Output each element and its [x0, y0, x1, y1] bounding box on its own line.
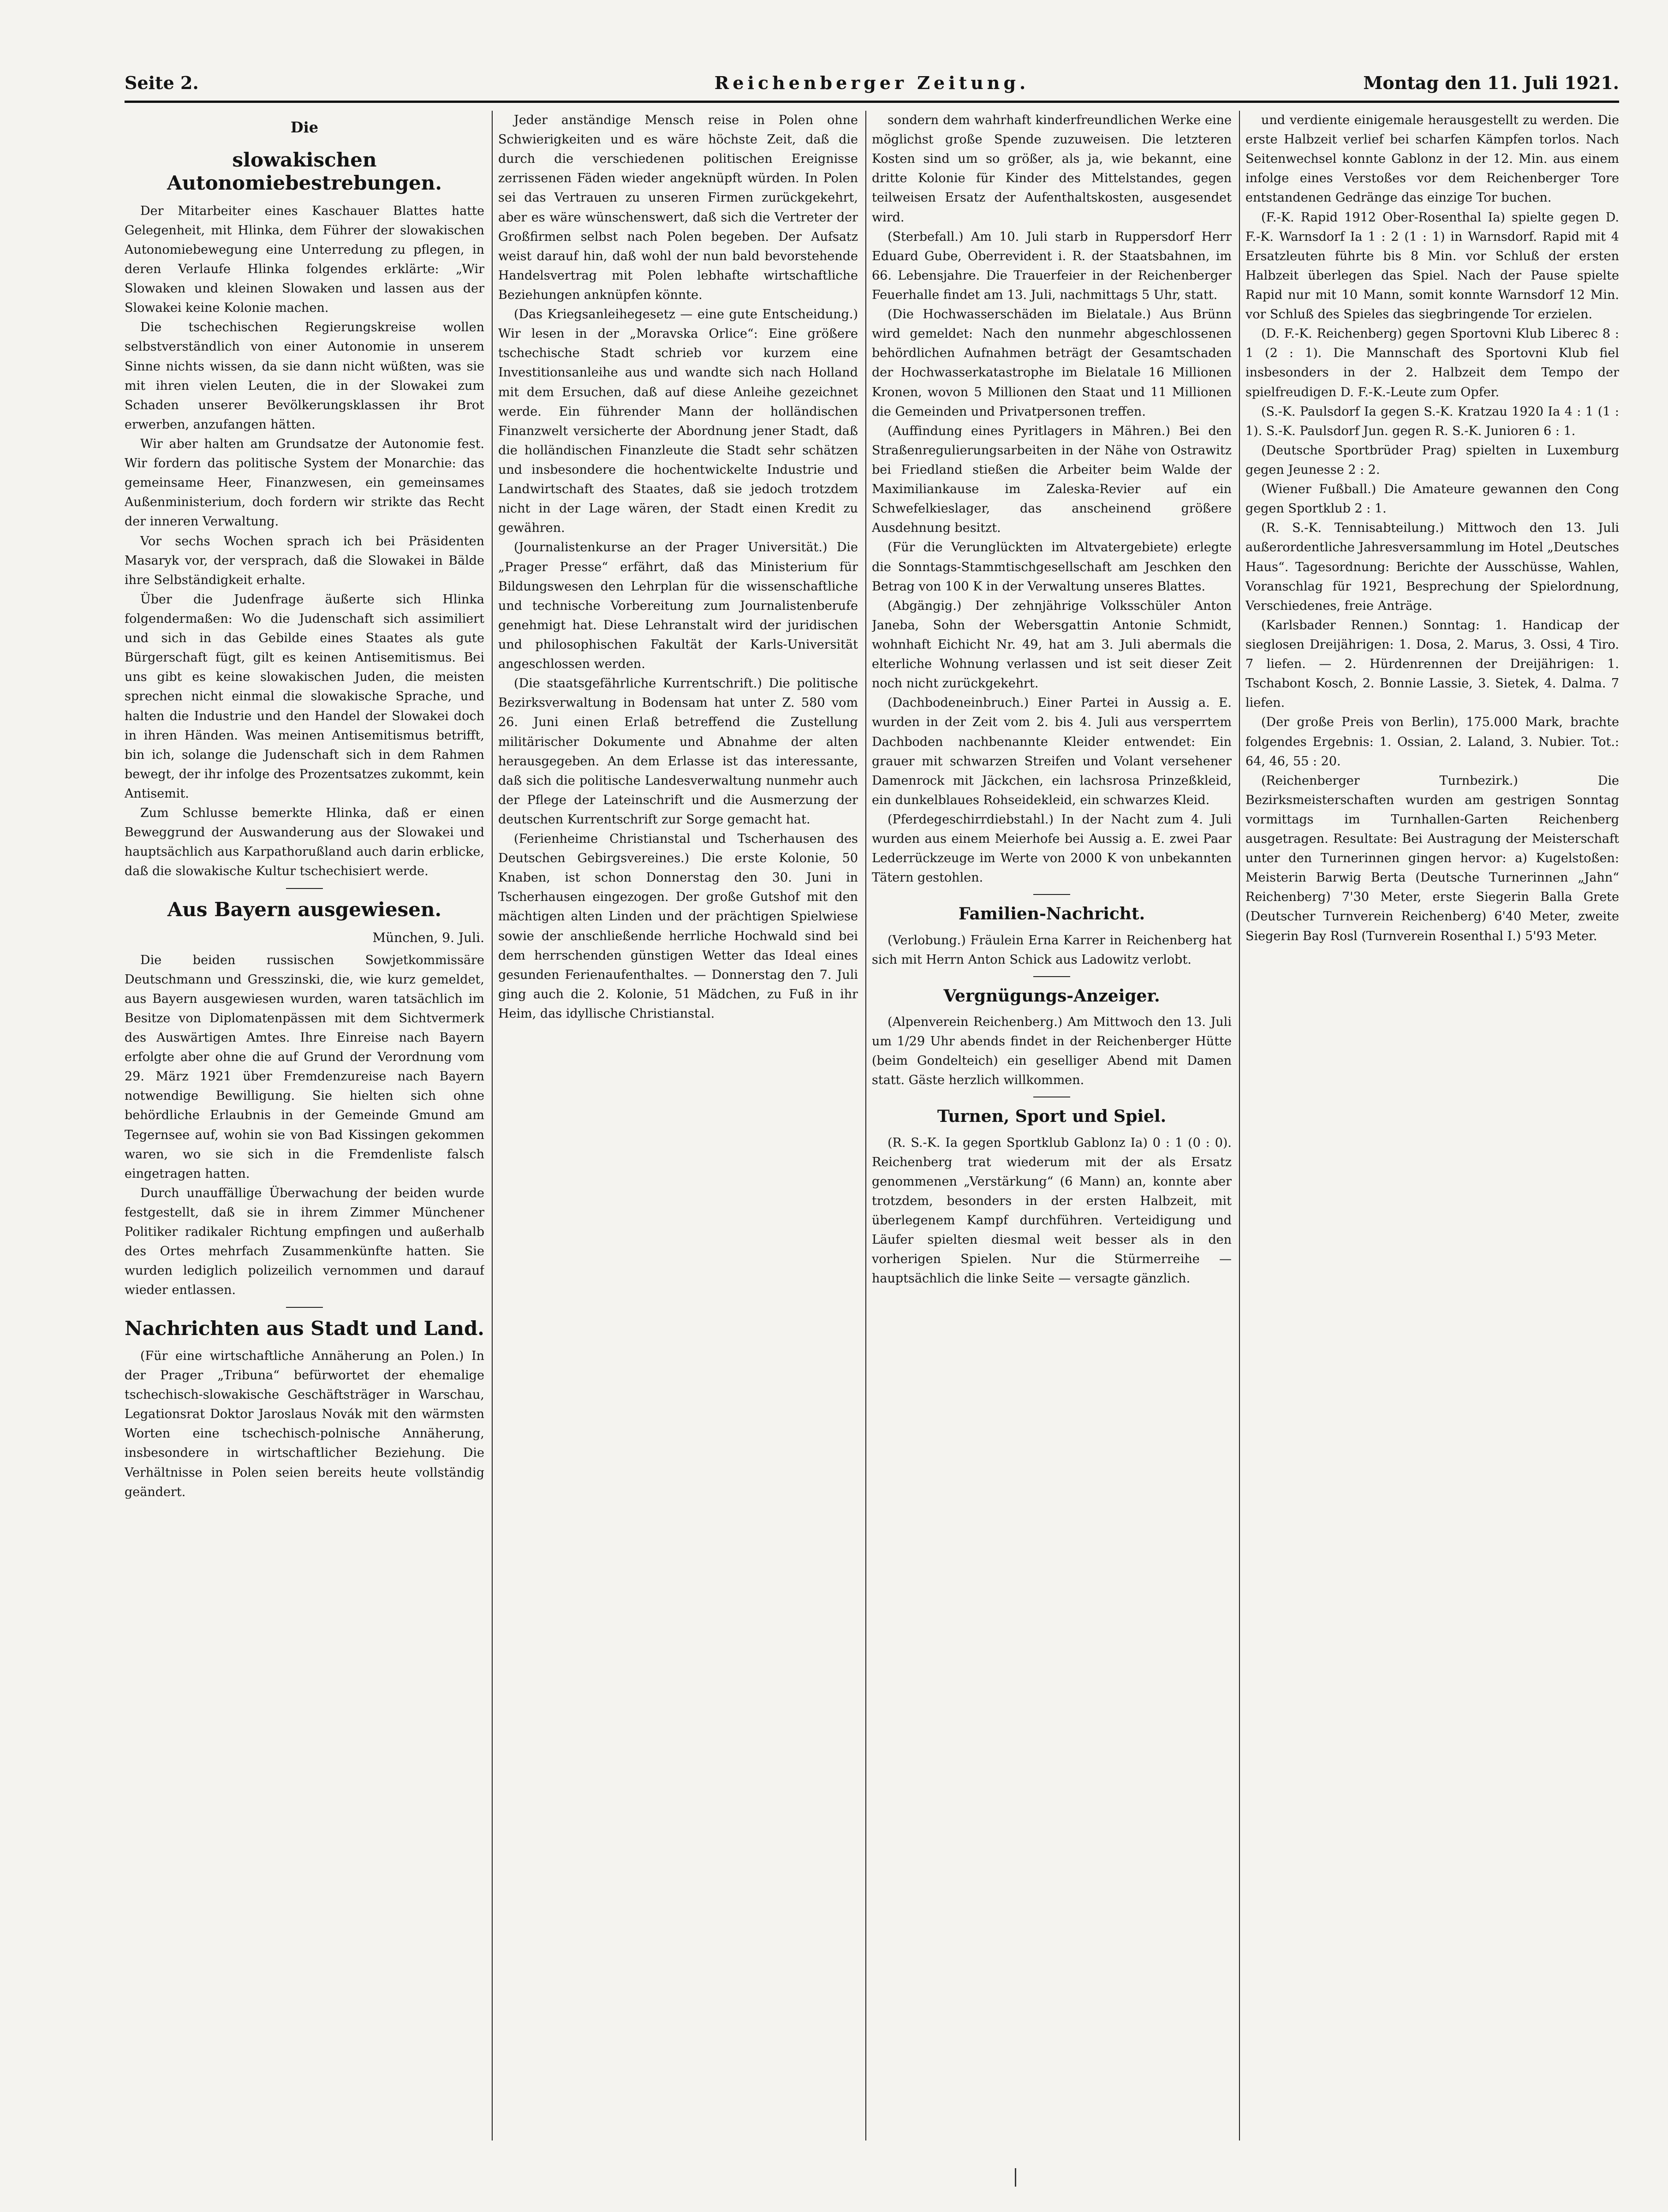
article-paragraph: Wir aber halten am Grundsatze der Autonomie fest. Wir fordern das politische System der Monarchie: das gemeinsame Heer, Finanzwesen, ein gemeinsames Außenministerium, doch fordern wir strikte das Recht der inneren Verwaltung.	[125, 437, 484, 529]
article-paragraph: (Auffindung eines Pyritlagers in Mähren.) Bei den Straßenregulierungsarbeiten in der Nähe von Ostrawitz bei Friedland stießen die Arbeiter beim Walde der Maximiliankause im Zaleska-Revier auf ein Schwefelkieslager, das anscheinend größere Ausdehnung besitzt.	[872, 423, 1232, 536]
article-paragraph: (Sterbefall.) Am 10. Juli starb in Ruppersdorf Herr Eduard Gube, Oberrevident i. R. der Staatsbahnen, im 66. Lebensjahre. Die Trauerfeier in der Reichenberger Feuerhalle findet am 13. Juli, nachmittags 5 Uhr, statt.	[872, 229, 1232, 302]
section-headline: Familien-Nachricht.	[958, 904, 1145, 924]
article-paragraph: Der Mitarbeiter eines Kaschauer Blattes hatte Gelegenheit, mit Hlinka, dem Führer der slowakischen Autonomiebewegung eine Unterredung zu pflegen, in deren Verlaufe Hlinka folgendes erklärte: „Wir Slowaken und kleinen Slowaken und lassen aus der Slowakei keine Kolonie machen.	[125, 203, 484, 316]
article-paragraph: (Pferdegeschirrdiebstahl.) In der Nacht zum 4. Juli wurden aus einem Meierhofe bei Aussig a. E. zwei Paar Lederrückzeuge im Werte von 2000 K von unbekannten Tätern gestohlen.	[872, 812, 1232, 885]
section-separator	[286, 888, 323, 889]
article-kicker: Die	[290, 119, 319, 136]
page-number: Seite 2.	[125, 72, 199, 93]
article-paragraph: (Die Hochwasserschäden im Bielatale.) Aus Brünn wird gemeldet: Nach den nunmehr abgeschlossenen behördlichen Aufnahmen beträgt der Gesamtschaden der Hochwasserkatastrophe im Bielatale 16 Millionen Kronen, wovon 5 Millionen den Staat und 11 Millionen die Gemeinden und Privatpersonen treffen.	[872, 307, 1232, 419]
article-paragraph: (Verlobung.) Fräulein Erna Karrer in Reichenberg hat sich mit Herrn Anton Schick aus Ladowitz verlobt.	[872, 933, 1232, 967]
article-paragraph: (F.-K. Rapid 1912 Ober-Rosenthal Ia) spielte gegen D. F.-K. Warnsdorf Ia 1 : 2 (1 : 1) in Warnsdorf. Rapid mit 4 Ersatzleuten führte bis 8 Min. vor Schluß der ersten Halbzeit überlegen das Spiel. Nach der Pause spielte Rapid nur mit 10 Mann, somit konnte Warnsdorf 12 Min. vor Schluß des Spieles das siegbringende Tor erzielen.	[1245, 210, 1619, 322]
column-divider	[865, 111, 866, 2140]
article-paragraph: (Für die Verunglückten im Altvatergebiete) erlegte die Sonntags-Stammtischgesellschaft am Jeschken den Betrag von 100 K in der Verwaltung unseres Blattes.	[872, 540, 1232, 594]
article-paragraph: (Ferienheime Christianstal und Tscherhausen des Deutschen Gebirgsvereines.) Die erste Kolonie, 50 Knaben, ist schon Donnerstag den 30. Juni in Tscherhausen eingezogen. Der große Gutshof mit den mächtigen alten Linden und der prächtigen Spielwiese sowie der anschließende herrliche Hochwald sind bei dem herrschenden günstigen Wetter das Ideal eines gesunden Ferienaufenthaltes. — Donnerstag den 7. Juli ging auch die 2. Kolonie, 51 Mädchen, zu Fuß in ihr Heim, das idyllische Christianstal.	[498, 832, 858, 1021]
article-paragraph: (Dachbodeneinbruch.) Einer Partei in Aussig a. E. wurden in der Zeit vom 2. bis 4. Juli aus versperrtem Dachboden nachbenannte Kleider entwendet: Ein grauer mit schwarzen Streifen und Volant versehener Damenrock mit Jäckchen, ein lachsrosa Prinzeßkleid, ein dunkelblaues Rohseidekleid, ein schwarzes Kleid.	[872, 696, 1232, 807]
article-paragraph: (Der große Preis von Berlin), 175.000 Mark, brachte folgendes Ergebnis: 1. Ossian, 2. Laland, 3. Nubier. Tot.: 64, 46, 55 : 20.	[1245, 715, 1619, 769]
article-paragraph: (R. S.-K. Ia gegen Sportklub Gablonz Ia) 0 : 1 (0 : 0). Reichenberg trat wiederum mit der als Ersatz genommenen „Verstärkung“ (6 Mann) an, konnte aber trotzdem, besonders in der ersten Halbzeit, mit überlegenem Kampf durchführen. Verteidigung und Läufer spielten diesmal weit besser als in den vorherigen Spielen. Nur die Stürmerreihe — hauptsächlich die linke Seite — versagte gänzlich.	[872, 1135, 1232, 1286]
article-paragraph: sondern dem wahrhaft kinderfreundlichen Werke eine möglichst große Spende zuzuweisen. Die letzteren Kosten sind um so größer, als ja, wie bekannt, eine dritte Kolonie für Kinder des Mittelstandes, gegen teilweisen Ersatz der Aufenthaltskosten, ausgesendet wird.	[872, 113, 1232, 225]
article-paragraph: (D. F.-K. Reichenberg) gegen Sportovni Klub Liberec 8 : 1 (2 : 1). Die Mannschaft des Sportovni Klub fiel insbesonders in der 2. Halbzeit dem Tempo der spielfreudigen D. F.-K.-Leute zum Opfer.	[1245, 327, 1619, 399]
article-paragraph: (Abgängig.) Der zehnjährige Volksschüler Anton Janeba, Sohn der Webersgattin Antonie Schmidt, wohnhaft Eichicht Nr. 49, hat am 3. Juli abermals die elterliche Wohnung verlassen und ist seit dieser Zeit noch nicht zurückgekehrt.	[872, 598, 1232, 691]
article-paragraph: Durch unauffällige Überwachung der beiden wurde festgestellt, daß sie in ihrem Zimmer Münchener Politiker radikaler Richtung empfingen und außerhalb des Ortes mehrfach Zusammenkünfte hatten. Sie wurden lediglich polizeilich vernommen und darauf wieder entlassen.	[125, 1186, 484, 1298]
article-paragraph: (Wiener Fußball.) Die Amateure gewannen den Cong gegen Sportklub 2 : 1.	[1245, 482, 1619, 516]
article-paragraph: Vor sechs Wochen sprach ich bei Präsidenten Masaryk vor, der versprach, daß die Slowakei in Bälde ihre Selbständigkeit erhalte.	[125, 534, 484, 587]
article-headline: slowakischen Autonomiebestrebungen.	[167, 148, 442, 195]
page-header	[125, 69, 1619, 97]
article-paragraph: Über die Judenfrage äußerte sich Hlinka folgendermaßen: Wo die Judenschaft sich assimiliert und sich in das Gebilde eines Staates als gute Bürgerschaft fügt, gilt es keinen Antisemitismus. Bei uns gibt es keine slowakischen Juden, die meisten sprechen nicht einmal die slowakische Sprache, und halten die Industrie und den Handel der Slowakei doch in ihren Händen. Was meinen Antisemitismus betrifft, bin ich, solange die Judenschaft sich in dem Rahmen bewegt, der ihr infolge des Prozentsatzes zukommt, kein Antisemit.	[125, 592, 484, 801]
issue-date: Montag den 11. Juli 1921.	[1363, 72, 1619, 93]
article-paragraph: und verdiente einigemale herausgestellt zu werden. Die erste Halbzeit verlief bei scharfen Kämpfen torlos. Nach Seitenwechsel konnte Gablonz in der 12. Min. aus einem infolge eines Verstoßes vor dem Reichenberger Tore entstandenen Gedränge das einzige Tor buchen.	[1245, 113, 1619, 205]
article-paragraph: (Alpenverein Reichenberg.) Am Mittwoch den 13. Juli um 1/29 Uhr abends findet in der Reichenberger Hütte (beim Gondelteich) ein geselliger Abend mit Damen statt. Gäste herzlich willkommen.	[872, 1014, 1232, 1088]
section-separator	[1033, 976, 1070, 977]
section-headline: Turnen, Sport und Spiel.	[937, 1107, 1167, 1127]
article-paragraph: (R. S.-K. Tennisabteilung.) Mittwoch den 13. Juli außerordentliche Jahresversammlung im Hotel „Deutsches Haus“. Tagesordnung: Berichte der Ausschüsse, Wahlen, Voranschlag für 1921, Besprechung der Spielordnung, Verschiedenes, freie Anträge.	[1245, 521, 1619, 613]
section-separator	[286, 1307, 323, 1308]
column-4	[1245, 111, 1619, 2145]
article-paragraph: (Journalistenkurse an der Prager Universität.) Die „Prager Presse“ erfährt, daß das Ministerium für Bildungswesen den Lehrplan für die wissenschaftliche und technische Vorbereitung zum Journalistenberufe genehmigt hat. Diese Lehranstalt wird der juridischen und philosophischen Fakultät der Karls-Universität angeschlossen werden.	[498, 540, 858, 672]
article-paragraph: (Reichenberger Turnbezirk.) Die Bezirksmeisterschaften wurden am gestrigen Sonntag vormittags im Turnhallen-Garten Reichenberg ausgetragen. Resultate: Bei Austragung der Meisterschaft unter den Turnerinnen gingen hervor: a) Kugelstoßen: Meisterin Barwig Berta (Deutsche Turnerinnen „Jahn“ Reichenberg) 7'30 Meter, erste Siegerin Balla Grete (Deutscher Turnverein Reichenberg) 6'40 Meter, zweite Siegerin Bay Rosl (Turnverein Rosenthal I.) 5'93 Meter.	[1245, 773, 1619, 943]
article-paragraph: Zum Schlusse bemerkte Hlinka, daß er einen Beweggrund der Auswanderung aus der Slowakei und hauptsächlich aus Karpathorußland auch darin erblicke, daß die slowakische Kultur tschechisiert werde.	[125, 806, 484, 879]
section-headline: Nachrichten aus Stadt und Land.	[125, 1317, 484, 1340]
section-headline: Vergnügungs-Anzeiger.	[943, 986, 1160, 1006]
article-paragraph: Jeder anständige Mensch reise in Polen ohne Schwierigkeiten und es wäre höchste Zeit, daß die durch die verschiedenen politischen Ereignisse zerrissenen Fäden wieder angeknüpft würden. In Polen sei das Vertrauen zu unseren Firmen zurückgekehrt, aber es wäre wünschenswert, daß sich die Vertreter der Großfirmen selbst nach Polen begeben. Der Aufsatz weist darauf hin, daß wohl der nun bald bevorstehende Handelsvertrag mit Polen lebhafte wirtschaftliche Beziehungen anknüpfen könnte.	[498, 113, 858, 302]
article-paragraph: (Das Kriegsanleihegesetz — eine gute Entscheidung.) Wir lesen in der „Moravska Orlice“: Eine größere tschechische Stadt schrieb vor kurzem eine Investitionsanleihe aus und wandte sich nach Holland mit dem Ersuchen, daß auf diese Anleihe gezeichnet werde. Ein führender Mann der holländischen Finanzwelt versicherte der Abordnung jener Stadt, daß die holländischen Finanzleute die Stadt sehr schätzen und insbesondere die hochentwickelte Industrie und Landwirtschaft des Staates, daß sie jedoch trotzdem nicht in der Lage wären, der Stadt einen Kredit zu gewähren.	[498, 307, 858, 536]
column-divider	[492, 111, 493, 2140]
article-headline: Aus Bayern ausgewiesen.	[167, 898, 442, 921]
section-separator	[1033, 894, 1070, 895]
article-paragraph: (Deutsche Sportbrüder Prag) spielten in Luxemburg gegen Jeunesse 2 : 2.	[1245, 443, 1619, 477]
dateline: München, 9. Juli.	[372, 930, 484, 945]
column-divider	[1239, 111, 1240, 2140]
print-mark	[1015, 2168, 1019, 2187]
article-paragraph: (Für eine wirtschaftliche Annäherung an Polen.) In der Prager „Tribuna“ befürwortet der ehemalige tschechisch-slowakische Geschäftsträger in Warschau, Legationsrat Doktor Jaroslaus Novák mit den wärmsten Worten eine tschechisch-polnische Annäherung, insbesondere in wirtschaftlicher Beziehung. Die Verhältnisse in Polen seien bereits heute vollständig geändert.	[125, 1348, 484, 1499]
article-paragraph: Die tschechischen Regierungskreise wollen selbstverständlich von einer Autonomie in unserem Sinne nichts wissen, da sie dann nicht wüßten, was sie mit ihren vielen Leuten, die in der Slowakei zum Schaden unserer Bevölkerungsklassen ihr Brot erwerben, anzufangen hätten.	[125, 320, 484, 432]
masthead: Reichenberger Zeitung.	[714, 72, 1030, 93]
column-3	[872, 111, 1232, 2145]
article-paragraph: (Die staatsgefährliche Kurrentschrift.) Die politische Bezirksverwaltung in Bodensam hat unter Z. 580 vom 26. Juni einen Erlaß betreffend die Zustellung militärischer Dokumente und Abnahme der alten herausgegeben. An dem Erlasse ist das interessante, daß sich die politische Landesverwaltung nunmehr auch der Pflege der Lateinschrift und die Ausmerzung der deutschen Kurrentschrift zur Sorge gemacht hat.	[498, 676, 858, 827]
column-1	[125, 111, 484, 2145]
article-paragraph: (Karlsbader Rennen.) Sonntag: 1. Handicap der sieglosen Dreijährigen: 1. Dosa, 2. Marus, 3. Ossi, 4 Tiro. 7 liefen. — 2. Hürdenrennen der Dreijährigen: 1. Tschabont Kosch, 2. Bonnie Lassie, 3. Sietek, 4. Dalma. 7 liefen.	[1245, 618, 1619, 710]
article-paragraph: (S.-K. Paulsdorf Ia gegen S.-K. Kratzau 1920 Ia 4 : 1 (1 : 1). S.-K. Paulsdorf Jun. gegen R. S.-K. Junioren 6 : 1.	[1245, 404, 1619, 438]
header-rule	[125, 101, 1619, 103]
column-2	[498, 111, 858, 2145]
article-paragraph: Die beiden russischen Sowjetkommissäre Deutschmann und Gresszinski, die, wie kurz gemeldet, aus Bayern ausgewiesen wurden, waren tatsächlich im Besitze von Diplomatenpässen mit dem Sichtvermerk des Auswärtigen Amtes. Ihre Einreise nach Bayern erfolgte aber ohne die auf Grund der Verordnung vom 29. März 1921 über Fremdenzureise nach Bayern notwendige Bewilligung. Sie hielten sich ohne behördliche Erlaubnis in der Gemeinde Gmund am Tegernsee auf, wohin sie von Bad Kissingen gekommen waren, wo sie sich in die Fremdenliste falsch eingetragen hatten.	[125, 953, 484, 1181]
